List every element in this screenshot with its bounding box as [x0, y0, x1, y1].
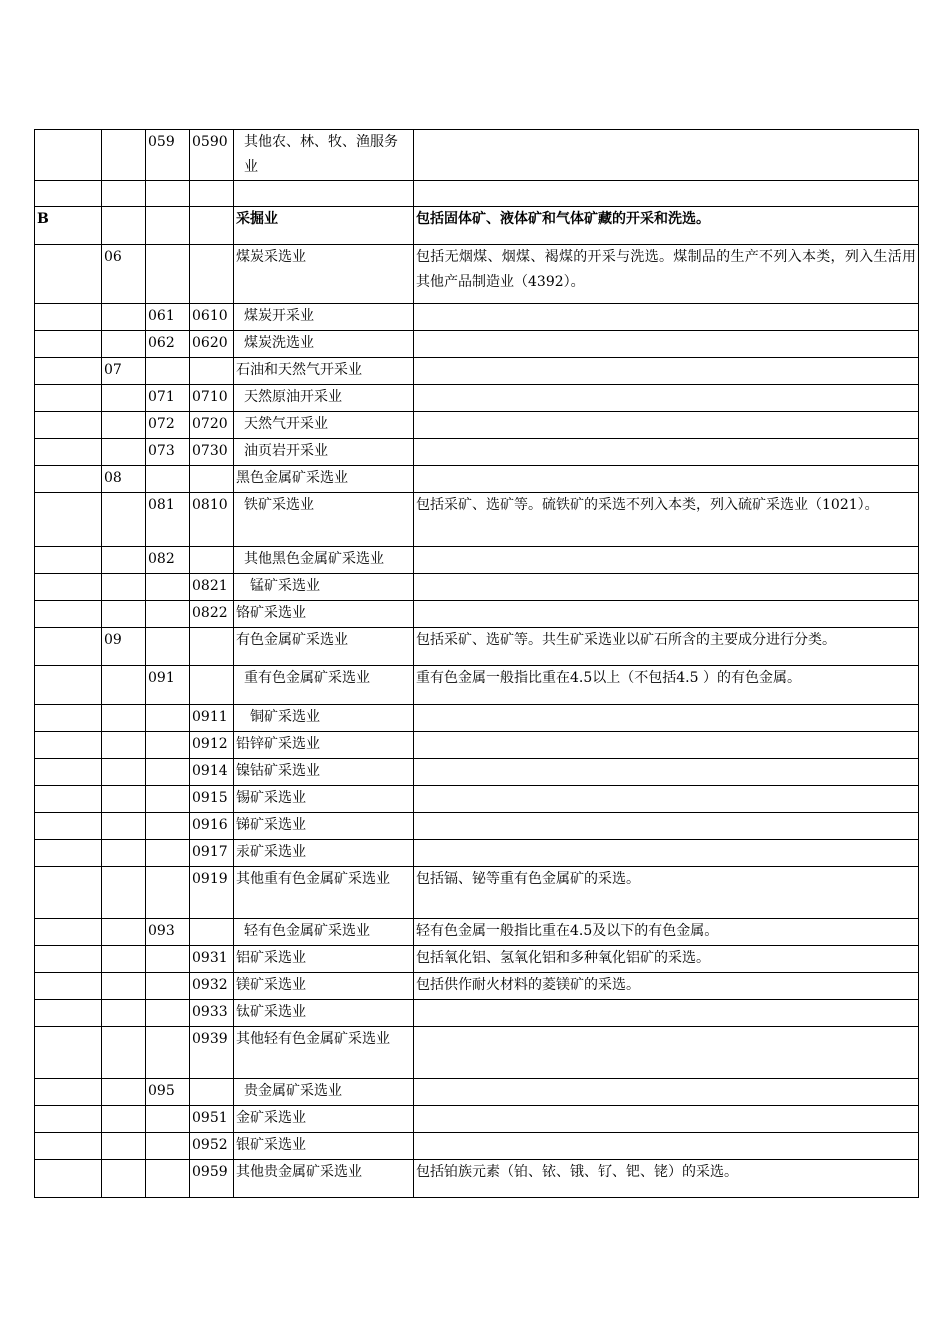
category-name-cell: 铁矿采选业: [234, 493, 414, 547]
group-code-cell: [146, 466, 190, 493]
division-code-cell: [102, 574, 146, 601]
description-cell: 包括镉、铋等重有色金属矿的采选。: [414, 867, 919, 919]
class-code-cell: 0915: [190, 786, 234, 813]
division-code-cell: [102, 1133, 146, 1160]
class-code-cell: 0931: [190, 946, 234, 973]
section-code-cell: [35, 439, 102, 466]
group-code-cell: [146, 973, 190, 1000]
industry-classification-table: [34, 129, 919, 1198]
group-code-cell: [146, 813, 190, 840]
group-code-cell: [146, 207, 190, 245]
division-code-cell: [102, 385, 146, 412]
description-cell: [414, 813, 919, 840]
table-row: [35, 130, 919, 181]
description-cell: 重有色金属一般指比重在4.5以上（不包括4.5 ）的有色金属。: [414, 666, 919, 705]
group-code-cell: [146, 1160, 190, 1198]
section-code-cell: [35, 1160, 102, 1198]
category-name-cell: 铜矿采选业: [234, 705, 414, 732]
category-name-cell: 煤炭开采业: [234, 304, 414, 331]
table-row: [35, 1133, 919, 1160]
section-code-cell: [35, 412, 102, 439]
category-name-cell: 其他黑色金属矿采选业: [234, 547, 414, 574]
description-cell: [414, 358, 919, 385]
class-code-cell: [190, 1079, 234, 1106]
section-code-cell: [35, 358, 102, 385]
category-name-cell: 其他贵金属矿采选业: [234, 1160, 414, 1198]
category-name-cell: 天然气开采业: [234, 412, 414, 439]
description-cell: [414, 705, 919, 732]
group-code-cell: [146, 732, 190, 759]
class-code-cell: 0939: [190, 1027, 234, 1079]
table-row: [35, 358, 919, 385]
section-code-cell: [35, 601, 102, 628]
description-cell: [414, 1079, 919, 1106]
description-cell: [414, 466, 919, 493]
section-code-cell: [35, 304, 102, 331]
group-code-cell: [146, 181, 190, 207]
category-name-cell: 煤炭采选业: [234, 245, 414, 304]
group-code-cell: [146, 574, 190, 601]
description-cell: 包括氧化铝、氢氧化铝和多种氧化铝矿的采选。: [414, 946, 919, 973]
description-cell: [414, 547, 919, 574]
division-code-cell: [102, 1160, 146, 1198]
group-code-cell: 082: [146, 547, 190, 574]
class-code-cell: [190, 919, 234, 946]
section-code-cell: [35, 867, 102, 919]
table-row: [35, 245, 919, 304]
category-name-cell: 采掘业: [234, 207, 414, 245]
class-code-cell: 0610: [190, 304, 234, 331]
category-name-cell: 其他农、林、牧、渔服务业: [234, 130, 414, 181]
group-code-cell: 093: [146, 919, 190, 946]
class-code-cell: 0932: [190, 973, 234, 1000]
class-code-cell: [190, 358, 234, 385]
division-code-cell: [102, 1106, 146, 1133]
category-name-cell: 钛矿采选业: [234, 1000, 414, 1027]
category-name-cell: 有色金属矿采选业: [234, 628, 414, 666]
division-code-cell: [102, 130, 146, 181]
division-code-cell: 08: [102, 466, 146, 493]
table-row: [35, 628, 919, 666]
class-code-cell: 0916: [190, 813, 234, 840]
table-row: [35, 946, 919, 973]
category-name-cell: 油页岩开采业: [234, 439, 414, 466]
category-name-cell: 轻有色金属矿采选业: [234, 919, 414, 946]
table-row: [35, 181, 919, 207]
class-code-cell: [190, 628, 234, 666]
class-code-cell: 0917: [190, 840, 234, 867]
group-code-cell: [146, 759, 190, 786]
class-code-cell: 0952: [190, 1133, 234, 1160]
category-name-cell: [234, 181, 414, 207]
table-row: [35, 466, 919, 493]
table-body: [35, 130, 919, 1198]
category-name-cell: 煤炭洗选业: [234, 331, 414, 358]
category-name-cell: 黑色金属矿采选业: [234, 466, 414, 493]
section-code-cell: [35, 245, 102, 304]
table-row: [35, 919, 919, 946]
division-code-cell: [102, 439, 146, 466]
class-code-cell: 0710: [190, 385, 234, 412]
section-code-cell: [35, 466, 102, 493]
group-code-cell: 091: [146, 666, 190, 705]
table-row: [35, 705, 919, 732]
description-cell: 包括固体矿、液体矿和气体矿藏的开采和洗选。: [414, 207, 919, 245]
division-code-cell: [102, 666, 146, 705]
description-cell: [414, 786, 919, 813]
table-row: [35, 207, 919, 245]
description-cell: [414, 601, 919, 628]
table-row: [35, 666, 919, 705]
division-code-cell: [102, 973, 146, 1000]
description-cell: [414, 1000, 919, 1027]
description-cell: 包括采矿、选矿等。硫铁矿的采选不列入本类，列入硫矿采选业（1021）。: [414, 493, 919, 547]
division-code-cell: [102, 732, 146, 759]
division-code-cell: [102, 181, 146, 207]
section-code-cell: [35, 493, 102, 547]
section-code-cell: [35, 946, 102, 973]
class-code-cell: 0933: [190, 1000, 234, 1027]
division-code-cell: [102, 840, 146, 867]
section-code-cell: [35, 759, 102, 786]
section-code-cell: [35, 574, 102, 601]
division-code-cell: [102, 1027, 146, 1079]
description-cell: [414, 759, 919, 786]
section-code-cell: [35, 1000, 102, 1027]
category-name-cell: 锰矿采选业: [234, 574, 414, 601]
class-code-cell: 0959: [190, 1160, 234, 1198]
section-code-cell: [35, 130, 102, 181]
group-code-cell: [146, 1133, 190, 1160]
table-row: [35, 973, 919, 1000]
table-row: [35, 1000, 919, 1027]
category-name-cell: 铅锌矿采选业: [234, 732, 414, 759]
section-code-cell: [35, 1027, 102, 1079]
group-code-cell: [146, 601, 190, 628]
table-row: [35, 732, 919, 759]
section-code-cell: [35, 1133, 102, 1160]
table-row: [35, 840, 919, 867]
group-code-cell: [146, 358, 190, 385]
description-cell: [414, 1027, 919, 1079]
division-code-cell: [102, 1079, 146, 1106]
description-cell: [414, 331, 919, 358]
section-code-cell: [35, 973, 102, 1000]
class-code-cell: 0730: [190, 439, 234, 466]
description-cell: [414, 1133, 919, 1160]
class-code-cell: 0912: [190, 732, 234, 759]
table-row: [35, 1106, 919, 1133]
group-code-cell: [146, 946, 190, 973]
division-code-cell: [102, 304, 146, 331]
section-code-cell: [35, 181, 102, 207]
section-code-cell: [35, 1079, 102, 1106]
group-code-cell: 059: [146, 130, 190, 181]
division-code-cell: [102, 705, 146, 732]
description-cell: [414, 732, 919, 759]
section-code-cell: [35, 331, 102, 358]
class-code-cell: 0720: [190, 412, 234, 439]
class-code-cell: 0620: [190, 331, 234, 358]
group-code-cell: [146, 867, 190, 919]
category-name-cell: 金矿采选业: [234, 1106, 414, 1133]
description-cell: [414, 840, 919, 867]
class-code-cell: [190, 547, 234, 574]
category-name-cell: 镍钴矿采选业: [234, 759, 414, 786]
category-name-cell: 银矿采选业: [234, 1133, 414, 1160]
description-cell: [414, 304, 919, 331]
description-cell: 包括无烟煤、烟煤、褐煤的开采与洗选。煤制品的生产不列入本类，列入生活用其他产品制造业（4392）。: [414, 245, 919, 304]
description-cell: [414, 385, 919, 412]
section-code-cell: [35, 919, 102, 946]
class-code-cell: 0821: [190, 574, 234, 601]
class-code-cell: 0822: [190, 601, 234, 628]
division-code-cell: [102, 813, 146, 840]
description-cell: 包括铂族元素（铂、铱、锇、钌、钯、铑）的采选。: [414, 1160, 919, 1198]
category-name-cell: 铝矿采选业: [234, 946, 414, 973]
table-row: [35, 439, 919, 466]
description-cell: [414, 181, 919, 207]
class-code-cell: 0919: [190, 867, 234, 919]
description-cell: [414, 439, 919, 466]
category-name-cell: 其他重有色金属矿采选业: [234, 867, 414, 919]
category-name-cell: 镁矿采选业: [234, 973, 414, 1000]
table-row: [35, 574, 919, 601]
division-code-cell: [102, 867, 146, 919]
group-code-cell: 073: [146, 439, 190, 466]
category-name-cell: 重有色金属矿采选业: [234, 666, 414, 705]
table-row: [35, 547, 919, 574]
category-name-cell: 铬矿采选业: [234, 601, 414, 628]
division-code-cell: [102, 331, 146, 358]
division-code-cell: [102, 207, 146, 245]
group-code-cell: [146, 245, 190, 304]
section-code-cell: [35, 786, 102, 813]
table-row: [35, 412, 919, 439]
division-code-cell: [102, 412, 146, 439]
section-code-cell: [35, 705, 102, 732]
category-name-cell: 锑矿采选业: [234, 813, 414, 840]
group-code-cell: [146, 786, 190, 813]
table-row: [35, 813, 919, 840]
division-code-cell: [102, 946, 146, 973]
group-code-cell: [146, 1000, 190, 1027]
division-code-cell: [102, 601, 146, 628]
group-code-cell: [146, 628, 190, 666]
description-cell: 包括供作耐火材料的菱镁矿的采选。: [414, 973, 919, 1000]
description-cell: [414, 130, 919, 181]
division-code-cell: [102, 786, 146, 813]
group-code-cell: [146, 840, 190, 867]
table-row: [35, 1160, 919, 1198]
group-code-cell: 062: [146, 331, 190, 358]
group-code-cell: 081: [146, 493, 190, 547]
class-code-cell: [190, 181, 234, 207]
category-name-cell: 锡矿采选业: [234, 786, 414, 813]
group-code-cell: 095: [146, 1079, 190, 1106]
table-row: [35, 493, 919, 547]
division-code-cell: 06: [102, 245, 146, 304]
group-code-cell: [146, 1106, 190, 1133]
division-code-cell: [102, 547, 146, 574]
division-code-cell: [102, 493, 146, 547]
section-code-cell: [35, 385, 102, 412]
section-code-cell: B: [35, 207, 102, 245]
category-name-cell: 天然原油开采业: [234, 385, 414, 412]
description-cell: 包括采矿、选矿等。共生矿采选业以矿石所含的主要成分进行分类。: [414, 628, 919, 666]
category-name-cell: 汞矿采选业: [234, 840, 414, 867]
category-name-cell: 其他轻有色金属矿采选业: [234, 1027, 414, 1079]
class-code-cell: [190, 466, 234, 493]
class-code-cell: 0951: [190, 1106, 234, 1133]
table-row: [35, 304, 919, 331]
class-code-cell: [190, 666, 234, 705]
section-code-cell: [35, 813, 102, 840]
section-code-cell: [35, 840, 102, 867]
group-code-cell: [146, 1027, 190, 1079]
division-code-cell: [102, 759, 146, 786]
section-code-cell: [35, 666, 102, 705]
table-row: [35, 331, 919, 358]
table-row: [35, 1027, 919, 1079]
description-cell: [414, 574, 919, 601]
table-row: [35, 601, 919, 628]
group-code-cell: 061: [146, 304, 190, 331]
group-code-cell: 071: [146, 385, 190, 412]
table-row: [35, 786, 919, 813]
division-code-cell: [102, 1000, 146, 1027]
table-row: [35, 385, 919, 412]
category-name-cell: 贵金属矿采选业: [234, 1079, 414, 1106]
section-code-cell: [35, 1106, 102, 1133]
class-code-cell: [190, 245, 234, 304]
class-code-cell: [190, 207, 234, 245]
description-cell: [414, 412, 919, 439]
class-code-cell: 0810: [190, 493, 234, 547]
class-code-cell: 0911: [190, 705, 234, 732]
description-cell: [414, 1106, 919, 1133]
table-row: [35, 867, 919, 919]
table-row: [35, 1079, 919, 1106]
division-code-cell: 09: [102, 628, 146, 666]
table-row: [35, 759, 919, 786]
section-code-cell: [35, 732, 102, 759]
category-name-cell: 石油和天然气开采业: [234, 358, 414, 385]
division-code-cell: [102, 919, 146, 946]
group-code-cell: [146, 705, 190, 732]
division-code-cell: 07: [102, 358, 146, 385]
group-code-cell: 072: [146, 412, 190, 439]
section-code-cell: [35, 547, 102, 574]
class-code-cell: 0914: [190, 759, 234, 786]
description-cell: 轻有色金属一般指比重在4.5及以下的有色金属。: [414, 919, 919, 946]
section-code-cell: [35, 628, 102, 666]
class-code-cell: 0590: [190, 130, 234, 181]
